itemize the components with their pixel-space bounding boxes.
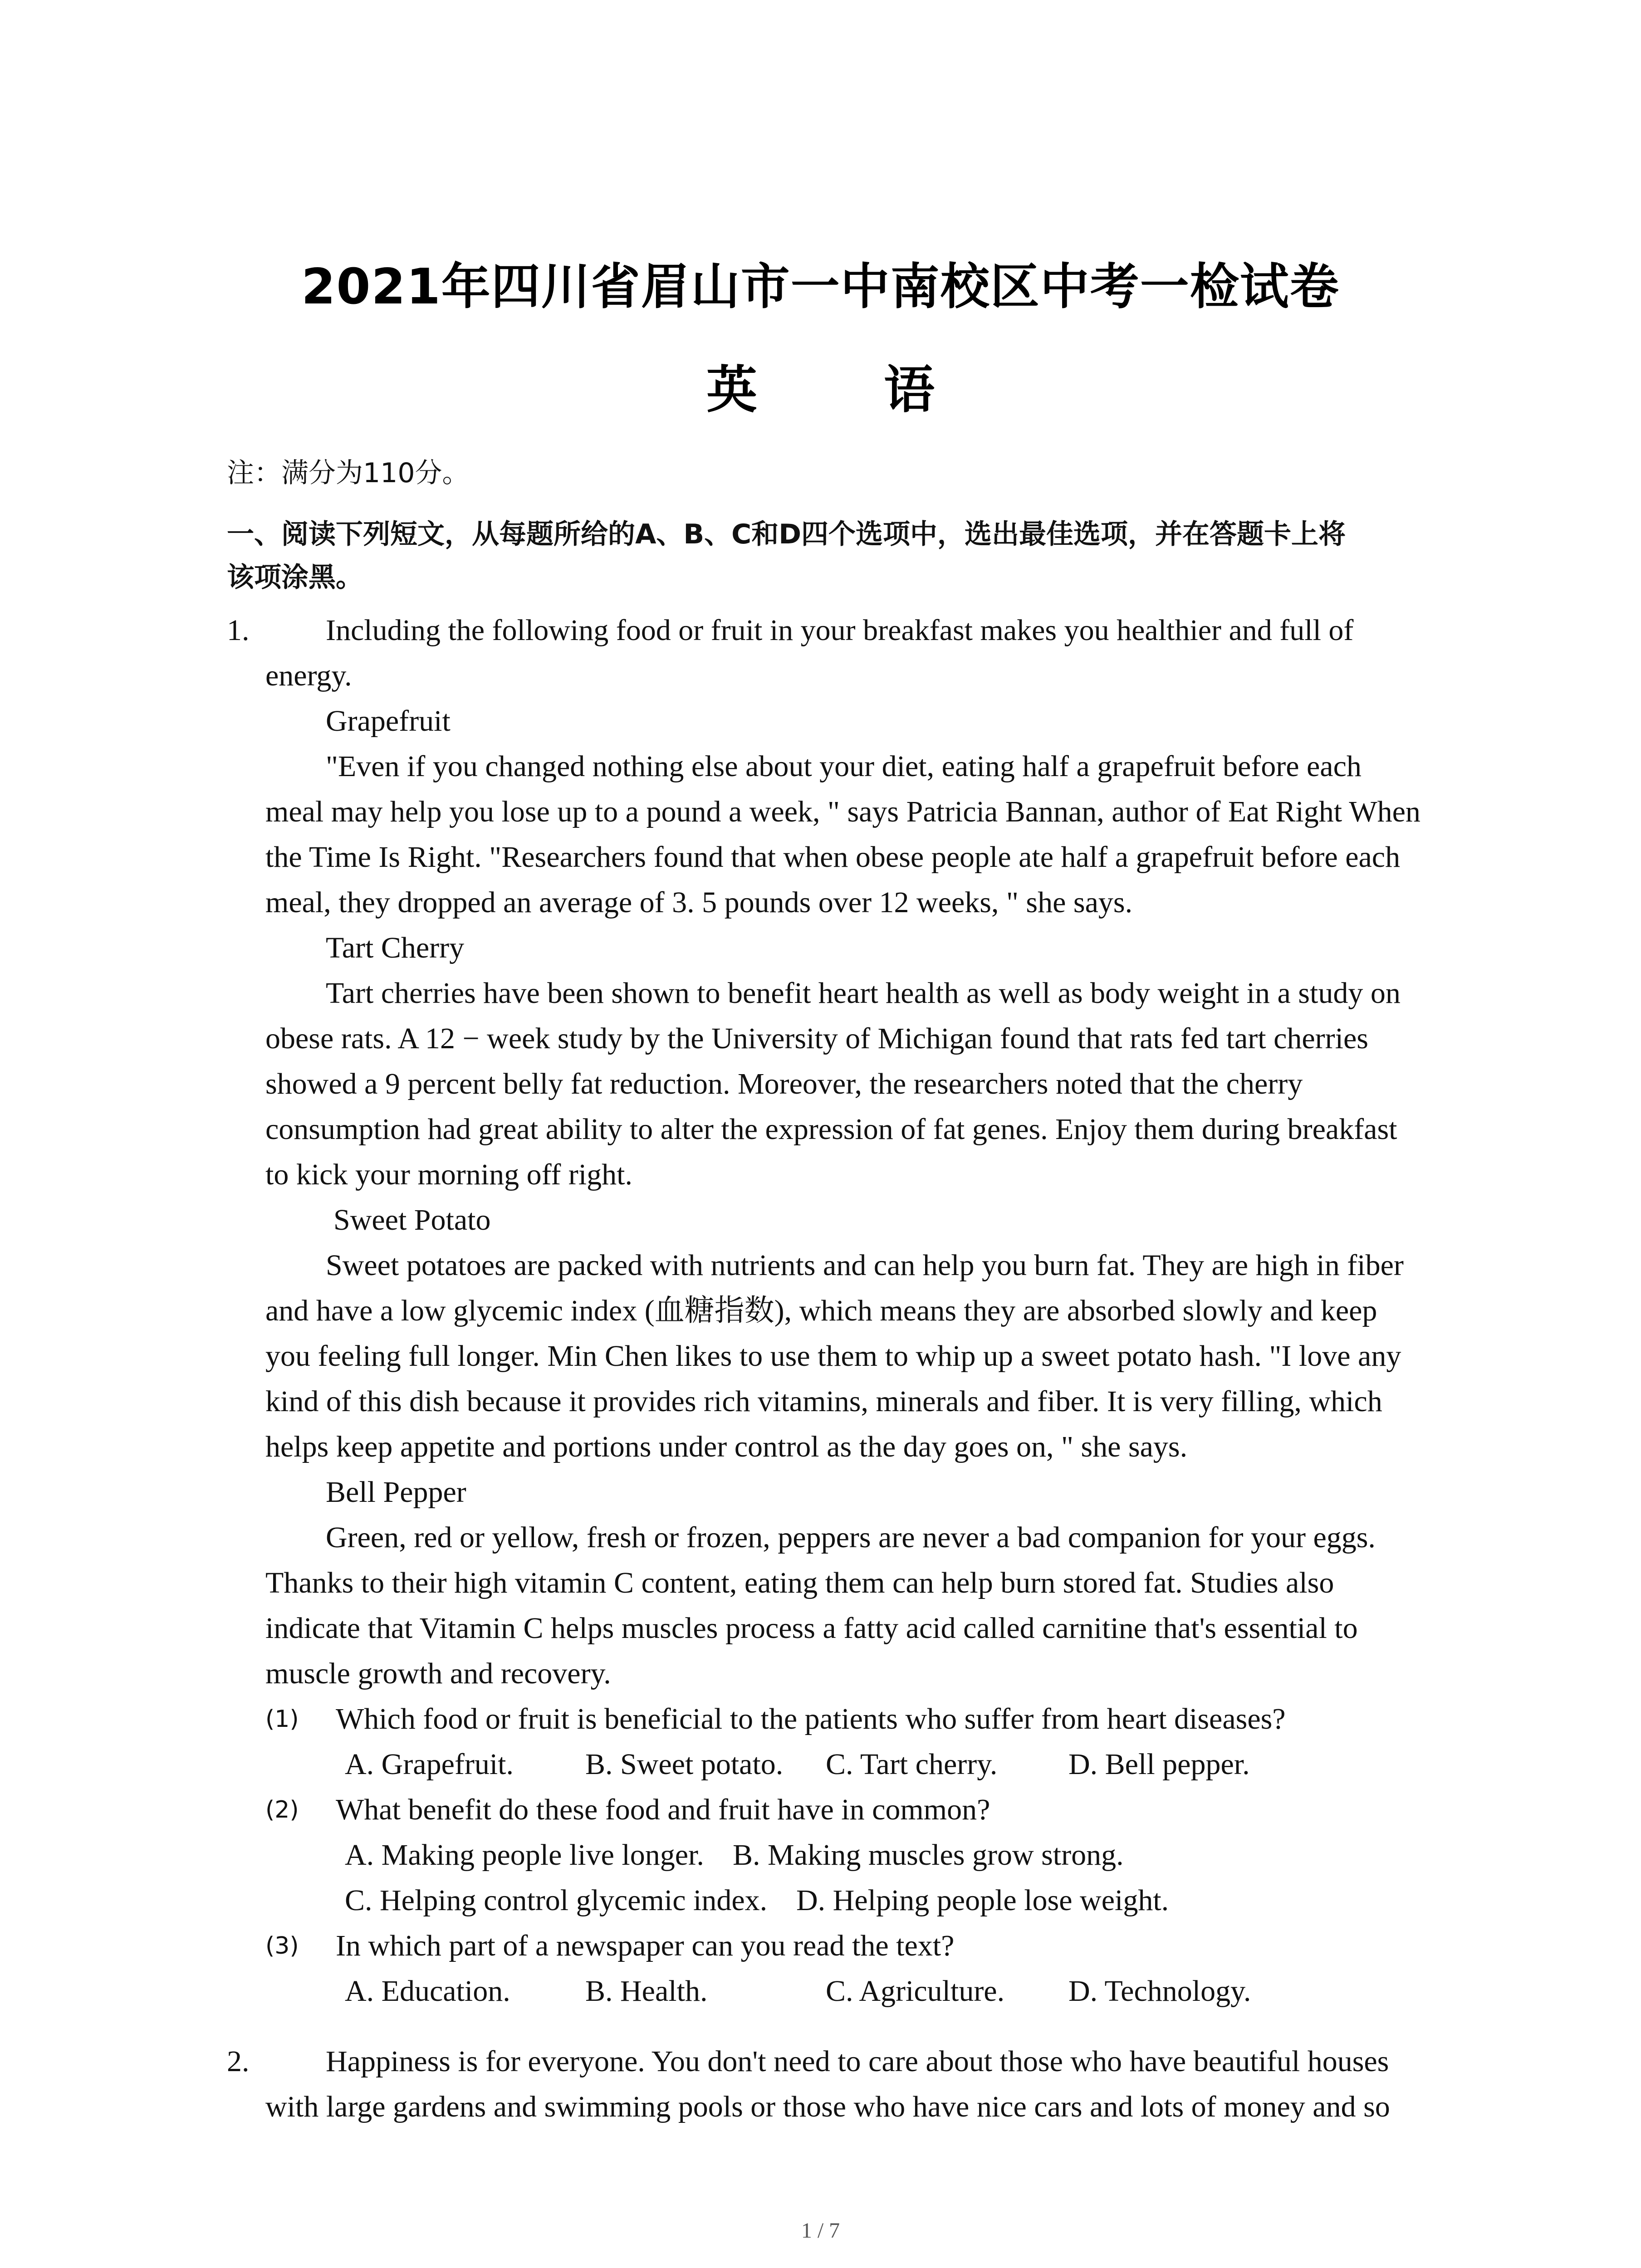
- sub-question-number: (3): [265, 1932, 299, 1960]
- passage-line: showed a 9 percent belly fat reduction. Moreover, the researchers noted that the cherry: [265, 1067, 1303, 1100]
- passage-line: helps keep appetite and portions under control as the day goes on, " she says.: [265, 1430, 1188, 1463]
- answer-option: B. Making muscles grow strong.: [733, 1838, 1124, 1872]
- passage-line: Sweet potatoes are packed with nutrients and can help you burn fat. They are high in fiber: [326, 1249, 1404, 1282]
- answer-option: A. Grapefruit.: [345, 1748, 514, 1781]
- answer-option: A. Making people live longer.: [345, 1838, 704, 1872]
- answer-option: B. Health.: [585, 1975, 708, 2008]
- passage-line: kind of this dish because it provides rich vitamins, minerals and fiber. It is very filling, which: [265, 1385, 1382, 1418]
- sub-question-text: What benefit do these food and fruit have in common?: [336, 1793, 990, 1826]
- passage-line: obese rats. A 12 − week study by the University of Michigan found that rats fed tart cherries: [265, 1022, 1368, 1055]
- subject-title: 英 语: [706, 361, 989, 420]
- passage-line: indicate that Vitamin C helps muscles process a fatty acid called carnitine that's essential to: [265, 1612, 1358, 1645]
- passage-line: consumption had great ability to alter the expression of fat genes. Enjoy them during breakfast: [265, 1113, 1397, 1146]
- passage-line: meal may help you lose up to a pound a week, " says Patricia Bannan, author of Eat Right When: [265, 795, 1421, 828]
- answer-option: D. Helping people lose weight.: [796, 1884, 1169, 1917]
- passage-line: Green, red or yellow, fresh or frozen, peppers are never a bad companion for your eggs.: [326, 1521, 1376, 1554]
- passage-line: Thanks to their high vitamin C content, eating them can help burn stored fat. Studies also: [265, 1566, 1334, 1599]
- passage-subheading: Bell Pepper: [326, 1476, 466, 1509]
- passage-line: the Time Is Right. "Researchers found that when obese people ate half a grapefruit before each: [265, 841, 1401, 874]
- answer-option: A. Education.: [345, 1975, 510, 2008]
- section-heading-line1: 一、阅读下列短文，从每题所给的A、B、C和D四个选项中，选出最佳选项，并在答题卡上将: [227, 518, 1346, 550]
- passage-line: "Even if you changed nothing else about your diet, eating half a grapefruit before each: [326, 750, 1362, 783]
- page-number: 1 / 7: [801, 2219, 840, 2243]
- sub-question-text: Which food or fruit is beneficial to the patients who suffer from heart diseases?: [336, 1702, 1286, 1735]
- passage-line: and have a low glycemic index (血糖指数), which means they are absorbed slowly and keep: [265, 1294, 1377, 1327]
- passage-subheading: Sweet Potato: [333, 1203, 491, 1237]
- answer-option: C. Agriculture.: [826, 1975, 1005, 2008]
- answer-option: D. Technology.: [1068, 1975, 1251, 2008]
- answer-option: C. Tart cherry.: [826, 1748, 998, 1781]
- question-number: 1.: [227, 614, 250, 647]
- passage-line: Happiness is for everyone. You don't need to care about those who have beautiful houses: [326, 2045, 1389, 2078]
- score-note: 注：满分为110分。: [227, 457, 470, 489]
- passage-line: you feeling full longer. Min Chen likes to use them to whip up a sweet potato hash. "I love any: [265, 1339, 1401, 1373]
- sub-question-number: (2): [265, 1796, 299, 1823]
- answer-option: B. Sweet potato.: [585, 1748, 784, 1781]
- answer-option: C. Helping control glycemic index.: [345, 1884, 768, 1917]
- passage-line: to kick your morning off right.: [265, 1158, 633, 1191]
- passage-line: Including the following food or fruit in your breakfast makes you healthier and full of: [326, 614, 1354, 647]
- passage-line: muscle growth and recovery.: [265, 1657, 611, 1690]
- question-number: 2.: [227, 2045, 250, 2078]
- exam-title: 2021年四川省眉山市一中南校区中考一检试卷: [301, 259, 1340, 315]
- passage-line: meal, they dropped an average of 3. 5 pounds over 12 weeks, " she says.: [265, 886, 1133, 919]
- passage-line: Tart cherries have been shown to benefit heart health as well as body weight in a study on: [326, 977, 1401, 1010]
- passage-line: with large gardens and swimming pools or those who have nice cars and lots of money and so: [265, 2090, 1390, 2123]
- sub-question-number: (1): [265, 1706, 299, 1733]
- sub-question-text: In which part of a newspaper can you read the text?: [336, 1929, 955, 1962]
- passage-subheading: Tart Cherry: [326, 931, 465, 964]
- answer-option: D. Bell pepper.: [1068, 1748, 1250, 1781]
- section-heading-line2: 该项涂黑。: [227, 562, 363, 593]
- passage-line: energy.: [265, 659, 352, 692]
- passage-subheading: Grapefruit: [326, 704, 451, 738]
